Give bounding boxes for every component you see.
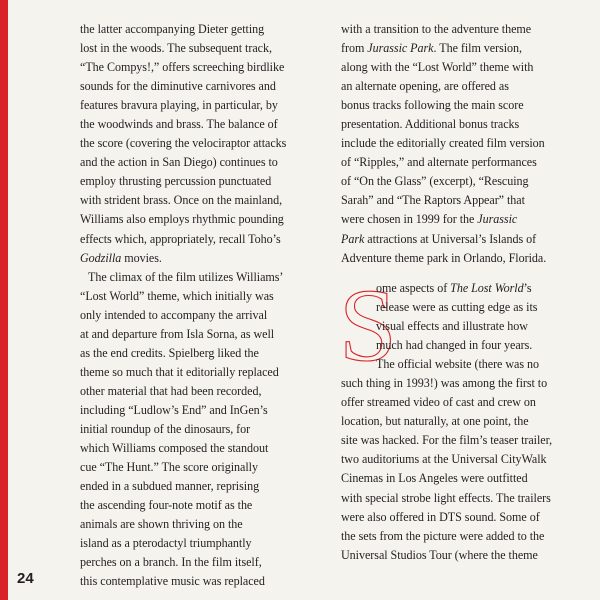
- text-line: lost in the woods. The subsequent track,: [80, 41, 272, 56]
- paragraph-bonus-tracks: [341, 20, 581, 268]
- text-line: at and departure from Isla Sorna, as well: [80, 326, 275, 341]
- text-line: Universal Studios Tour (where the theme: [341, 547, 538, 562]
- text-line: include the editorially created film version: [341, 136, 545, 151]
- text-fragment: movies.: [121, 250, 162, 265]
- text-line: of “On the Glass” (excerpt), “Rescuing: [341, 174, 529, 189]
- text-line: much had changed in four years.: [376, 338, 533, 353]
- right-column: [341, 20, 581, 268]
- italic-title: Jurassic Park: [367, 41, 434, 56]
- page-number: 24: [17, 570, 34, 587]
- drop-cap-letter: S: [339, 268, 397, 383]
- text-line: the woodwinds and brass. The balance of: [80, 117, 278, 132]
- text-line: other material that had been recorded,: [80, 383, 262, 398]
- text-line: the sets from the picture were added to the: [341, 528, 545, 543]
- text-line: ended in a subdued manner, reprising: [80, 479, 260, 494]
- text-fragment: attractions at Universal’s Islands of: [364, 231, 537, 246]
- text-line: effects which, appropriately, recall Toho’s: [80, 231, 281, 246]
- italic-title: Godzilla: [80, 250, 122, 265]
- text-line: [341, 279, 581, 298]
- text-line: which Williams composed the standout: [80, 441, 269, 456]
- text-line: island as a pterodactyl triumphantly: [80, 536, 252, 551]
- text-line: offer streamed video of cast and crew on: [341, 395, 536, 410]
- text-line: perches on a branch. In the film itself,: [80, 555, 262, 570]
- italic-title: Park: [341, 231, 365, 246]
- text-line: “Lost World” theme, which initially was: [80, 288, 274, 303]
- text-line: along with the “Lost World” theme with: [341, 60, 534, 75]
- text-line: [341, 39, 581, 58]
- text-line: sounds for the diminutive carnivores and: [80, 79, 276, 94]
- text-fragment: ome aspects of: [376, 281, 451, 295]
- text-line: presentation. Additional bonus tracks: [341, 117, 520, 132]
- text-fragment: from: [341, 41, 368, 56]
- text-line: with a transition to the adventure theme: [341, 22, 532, 36]
- text-line: The climax of the film utilizes Williams’: [88, 269, 284, 284]
- text-line: as the end credits. Spielberg liked the: [80, 345, 259, 360]
- left-column: [80, 20, 325, 591]
- text-line: only intended to accompany the arrival: [80, 307, 268, 322]
- text-line: [80, 249, 325, 268]
- text-line: Adventure theme park in Orlando, Florida.: [341, 250, 547, 265]
- italic-title: The Lost World: [450, 281, 524, 295]
- text-line: an alternate opening, are offered as: [341, 79, 509, 94]
- text-line: Sarah” and “The Raptors Appear” that: [341, 193, 525, 208]
- text-line: including “Ludlow’s End” and InGen’s: [80, 402, 268, 417]
- text-line: theme so much that it editorially replaced: [80, 364, 279, 379]
- text-line: the ascending four-note motif as the: [80, 498, 253, 513]
- text-line: Williams also employs rhythmic pounding: [80, 212, 284, 227]
- text-line: this contemplative music was replaced: [80, 574, 265, 589]
- text-line: the score (covering the velociraptor attacks: [80, 136, 287, 151]
- text-fragment: ’s: [523, 281, 532, 295]
- text-line: bonus tracks following the main score: [341, 98, 524, 113]
- text-line: cue “The Hunt.” The score originally: [80, 460, 258, 475]
- text-line: with strident brass. Once on the mainland,: [80, 193, 283, 208]
- paragraph-compys: [80, 20, 325, 268]
- paragraph-climax: [80, 268, 325, 592]
- text-line: were also offered in DTS sound. Some of: [341, 509, 540, 524]
- text-line: Cinemas in Los Angeles were outfitted: [341, 471, 528, 486]
- text-line: release were as cutting edge as its: [376, 300, 538, 315]
- text-line: of “Ripples,” and alternate performances: [341, 155, 537, 170]
- text-line: animals are shown thriving on the: [80, 517, 243, 532]
- red-margin-bar: [0, 0, 8, 600]
- text-line: features bravura playing, in particular, by: [80, 98, 278, 113]
- text-line: the latter accompanying Dieter getting: [80, 22, 265, 36]
- text-line: [341, 230, 581, 249]
- text-line: and the action in San Diego) continues to: [80, 155, 278, 170]
- text-line: “The Compys!,” offers screeching birdlike: [80, 60, 285, 75]
- text-line: employ thrusting percussion punctuated: [80, 174, 272, 189]
- text-fragment: were chosen in 1999 for the: [341, 212, 478, 227]
- text-line: two auditoriums at the Universal CityWalk: [341, 452, 547, 467]
- text-line: The official website (there was no: [376, 357, 539, 372]
- text-line: site was hacked. For the film’s teaser trailer,: [341, 433, 553, 448]
- text-line: initial roundup of the dinosaurs, for: [80, 421, 251, 436]
- section-website: [341, 279, 581, 565]
- text-line: visual effects and illustrate how: [376, 319, 528, 334]
- text-fragment: . The film version,: [433, 41, 523, 56]
- text-line: such thing in 1993!) was among the first to: [341, 376, 548, 391]
- text-line: location, but naturally, at one point, the: [341, 414, 529, 429]
- text-line: [341, 210, 581, 229]
- text-line: with special strobe light effects. The trailers: [341, 490, 551, 505]
- italic-title: Jurassic: [477, 212, 518, 227]
